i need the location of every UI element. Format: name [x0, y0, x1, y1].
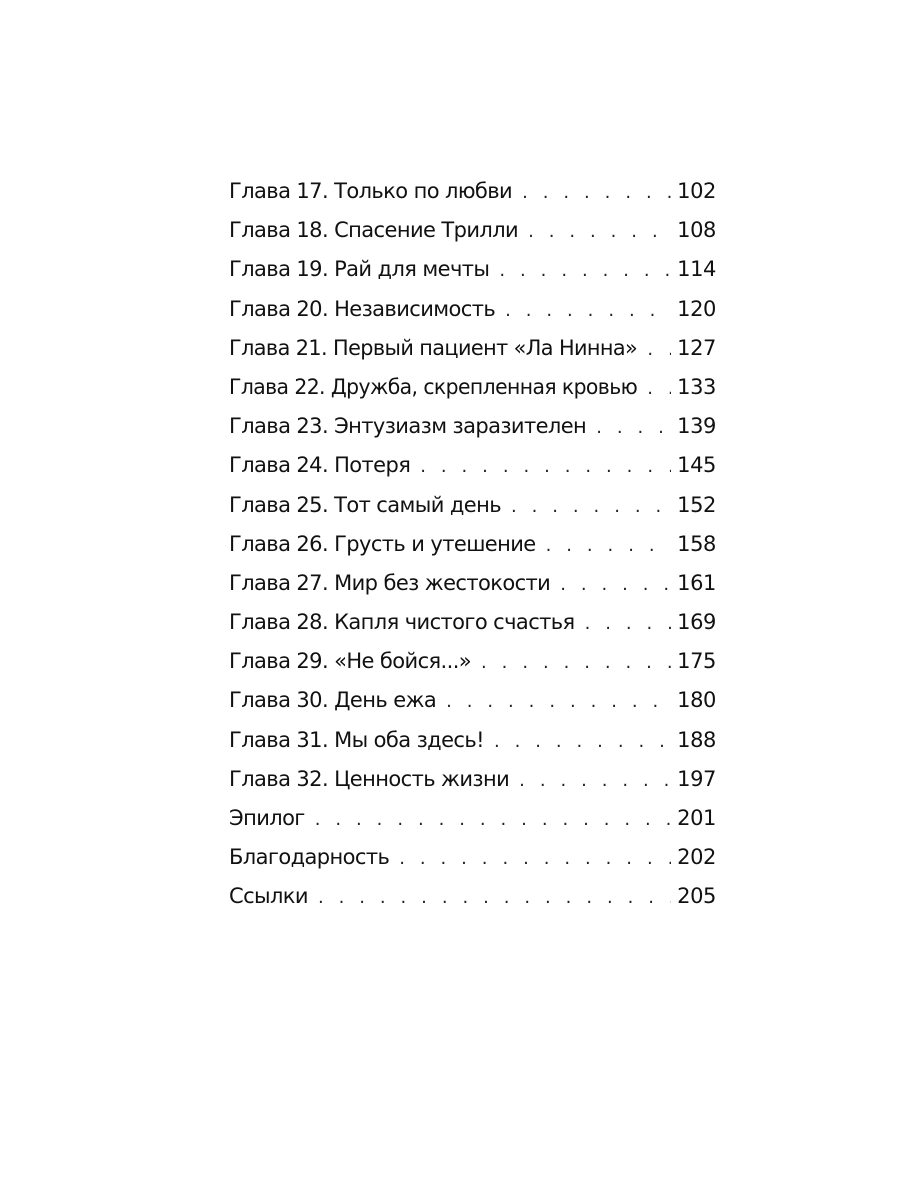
toc-entry [229, 603, 716, 642]
toc-entry-title: Глава 20. Независимость [229, 296, 496, 321]
toc-entry [229, 838, 716, 877]
toc-entry-page: 175 [677, 649, 716, 674]
toc-entry-title: Глава 29. «Не бойся...» [229, 649, 472, 674]
toc-entry-title: Эпилог [229, 806, 305, 830]
toc-entry-page: 188 [677, 727, 716, 752]
toc-dot-leader [596, 408, 671, 447]
toc-entry-title: Глава 24. Потеря [229, 453, 411, 478]
toc-dot-leader [647, 330, 671, 369]
toc-entry [229, 368, 716, 407]
toc-dot-leader [505, 291, 671, 330]
toc-entry-page: 133 [677, 374, 716, 399]
toc-entry [229, 290, 716, 329]
toc-entry-title: Глава 31. Мы оба здесь! [229, 727, 484, 752]
toc-dot-leader [499, 251, 671, 290]
toc-entry-title: Глава 30. День ежа [229, 688, 437, 713]
toc-entry-title: Глава 32. Ценность жизни [229, 766, 510, 791]
toc-entry [229, 799, 716, 838]
toc-dot-leader [585, 604, 672, 643]
toc-dot-leader [494, 722, 671, 761]
toc-entry-title: Глава 22. Дружба, скрепленная кровью [229, 374, 638, 399]
toc-entry [229, 877, 716, 916]
toc-entry [229, 446, 716, 485]
toc-entry [229, 172, 716, 211]
toc-dot-leader [446, 682, 671, 721]
toc-entry-title: Глава 28. Капля чистого счастья [229, 610, 575, 635]
toc-entry-page: 120 [677, 296, 716, 321]
toc-dot-leader [318, 878, 671, 917]
toc-entry-title: Глава 21. Первый пациент «Ла Нинна» [229, 335, 638, 360]
toc-dot-leader [522, 173, 671, 212]
toc-entry-title: Глава 17. Только по любви [229, 179, 513, 203]
toc-dot-leader [528, 212, 671, 251]
toc-entry-title: Глава 18. Спасение Трилли [229, 218, 519, 243]
toc-entry [229, 525, 716, 564]
toc-entry-page: 102 [677, 179, 716, 203]
toc-dot-leader [647, 369, 671, 408]
table-of-contents [229, 172, 716, 917]
toc-entry-title: Глава 26. Грусть и утешение [229, 531, 536, 556]
toc-entry [229, 681, 716, 720]
toc-entry-page: 145 [677, 453, 716, 478]
toc-dot-leader [481, 643, 671, 682]
toc-entry-title: Глава 19. Рай для мечты [229, 257, 490, 282]
toc-entry-page: 139 [677, 414, 716, 439]
toc-entry [229, 250, 716, 289]
toc-entry-title: Глава 27. Мир без жестокости [229, 570, 551, 595]
toc-entry [229, 642, 716, 681]
toc-dot-leader [315, 800, 671, 839]
toc-entry-page: 127 [677, 335, 716, 360]
toc-entry-title: Глава 25. Тот самый день [229, 492, 501, 517]
toc-entry-page: 161 [677, 570, 716, 595]
toc-dot-leader [546, 526, 671, 565]
toc-entry-title: Благодарность [229, 845, 390, 870]
toc-dot-leader [519, 761, 671, 800]
toc-entry [229, 564, 716, 603]
toc-entry [229, 329, 716, 368]
toc-dot-leader [420, 447, 671, 486]
toc-entry-page: 205 [677, 884, 716, 909]
toc-entry-page: 202 [677, 845, 716, 870]
toc-dot-leader [511, 487, 671, 526]
toc-entry-page: 158 [677, 531, 716, 556]
toc-entry-page: 201 [677, 806, 716, 830]
toc-entry-page: 169 [677, 610, 716, 635]
toc-dot-leader [399, 839, 671, 878]
toc-entry-title: Ссылки [229, 884, 308, 909]
toc-entry [229, 486, 716, 525]
toc-entry-page: 108 [677, 218, 716, 243]
toc-entry [229, 721, 716, 760]
toc-entry-page: 152 [677, 492, 716, 517]
toc-entry-page: 114 [677, 257, 716, 282]
toc-dot-leader [560, 565, 671, 604]
toc-entry [229, 407, 716, 446]
toc-entry-title: Глава 23. Энтузиазм заразителен [229, 414, 587, 439]
toc-entry [229, 760, 716, 799]
toc-entry-page: 197 [677, 766, 716, 791]
toc-entry [229, 211, 716, 250]
toc-entry-page: 180 [677, 688, 716, 713]
